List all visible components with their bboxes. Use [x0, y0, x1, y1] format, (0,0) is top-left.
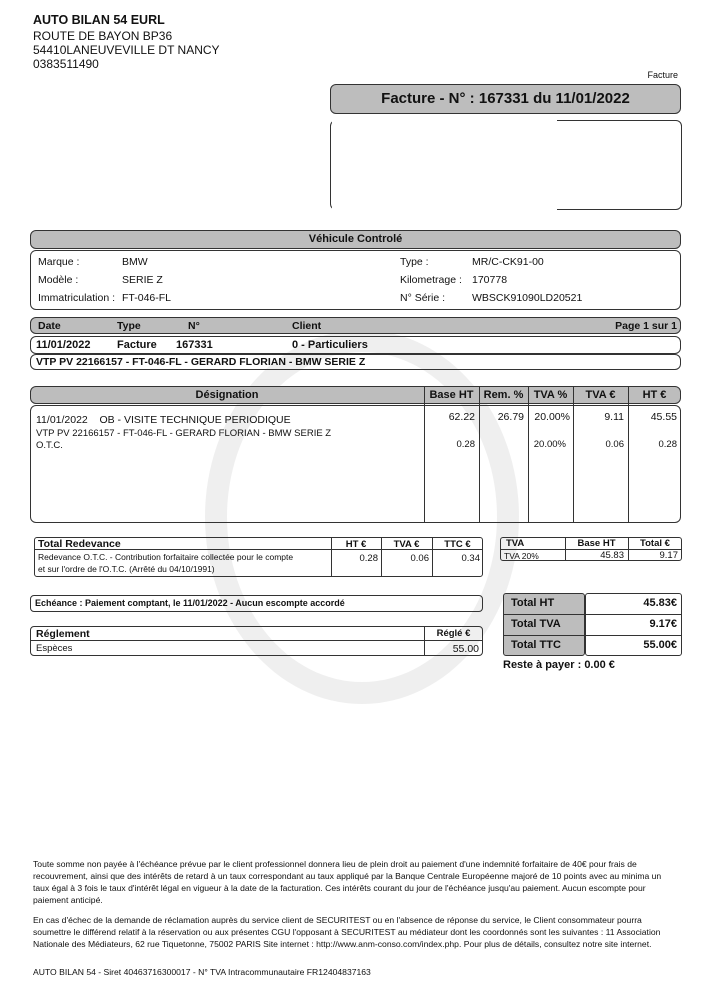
redevance-text-2: et sur l'ordre de l'O.T.C. (Arrêté du 04/10/1991) — [38, 564, 215, 574]
ht-eur-header: HT € — [642, 389, 667, 401]
line-2-tva-eur: 0.06 — [605, 439, 624, 450]
line-1-base-ht: 62.22 — [448, 411, 475, 423]
tva-summary-total-header: Total € — [640, 538, 670, 549]
company-phone: 0383511490 — [33, 57, 99, 71]
redevance-text-1: Redevance O.T.C. - Contribution forfaitaire collectée pour le compte — [38, 552, 294, 562]
designation-header: Désignation — [195, 389, 259, 401]
reglement-mode: Espèces — [36, 643, 73, 654]
line-2-ht-eur: 0.28 — [658, 439, 677, 450]
total-tva-label: Total TVA — [511, 618, 561, 630]
tva-summary-total: 9.17 — [659, 550, 678, 561]
immat-value: FT-046-FL — [122, 292, 172, 304]
marque-label: Marque : — [38, 256, 80, 268]
line-2-base-ht: 0.28 — [456, 439, 475, 450]
redevance-tva-header: TVA € — [393, 539, 420, 550]
redevance-title: Total Redevance — [38, 538, 121, 550]
tva-eur-header: TVA € — [585, 389, 616, 401]
modele-label: Modèle : — [38, 274, 79, 286]
tva-summary-base-header: Base HT — [577, 538, 616, 549]
total-tva-value: 9.17€ — [649, 618, 677, 630]
reglement-table — [30, 626, 483, 656]
echeance-text: Echéance : Paiement comptant, le 11/01/2022 - Aucun escompte accordé — [35, 598, 345, 608]
km-label: Kilometrage : — [400, 274, 462, 286]
document-label: Facture — [647, 70, 678, 80]
immat-label: Immatriculation : — [38, 292, 116, 304]
tva-summary-base: 45.83 — [600, 550, 624, 561]
line-1-ht-eur: 45.55 — [650, 411, 677, 423]
number-header: N° — [188, 320, 200, 332]
regle-header: Réglé € — [436, 628, 471, 639]
footer-mediation-terms: En cas d'échec de la demande de réclamation auprès du service client de SECURITEST ou en l'absence de réponse du service, le Client consommateur pourra soumettre le différend relatif à la réservation ou aux présentes CGU l'opposant à SECURITEST au médiateur dont les coordonnés sont les suivantes : 11 Association Nationale des Médiateurs, 62 rue Tiquetonne, 75002 PARIS Site internet : http://www.anm-conso.com/index.php. Pour plus de détails, consultez notre site internet. — [33, 915, 661, 949]
total-ht-value: 45.83€ — [643, 597, 677, 609]
type-value: MR/C-CK91-00 — [472, 256, 544, 268]
company-address-1: ROUTE DE BAYON BP36 — [33, 29, 173, 43]
tva-pct-header: TVA % — [533, 389, 568, 401]
line-1-remise: 26.79 — [497, 411, 524, 423]
serie-value: WBSCK91090LD20521 — [472, 292, 583, 304]
vehicle-section-title: Véhicule Controlé — [308, 233, 403, 245]
line-2-tva-pct: 20.00% — [533, 439, 566, 450]
invoice-type: Facture — [117, 339, 157, 351]
redevance-tva: 0.06 — [410, 553, 429, 564]
line-2-designation: O.T.C. — [36, 440, 63, 451]
serie-label: N° Série : — [400, 292, 446, 304]
redevance-ht: 0.28 — [359, 553, 378, 564]
marque-value: BMW — [122, 256, 148, 268]
redevance-ttc: 0.34 — [461, 553, 480, 564]
km-value: 170778 — [472, 274, 508, 286]
line-1-detail: VTP PV 22166157 - FT-046-FL - GERARD FLORIAN - BMW SERIE Z — [36, 428, 332, 439]
invoice-date: 11/01/2022 — [36, 339, 91, 351]
total-ttc-value: 55.00€ — [643, 639, 677, 651]
invoice-reference: VTP PV 22166157 - FT-046-FL - GERARD FLORIAN - BMW SERIE Z — [36, 356, 366, 368]
invoice-client: 0 - Particuliers — [292, 339, 368, 351]
client-header: Client — [292, 320, 322, 332]
footer-legal-mentions: AUTO BILAN 54 - Siret 40463716300017 - N° TVA Intracommunautaire FR12404837163 — [33, 967, 371, 977]
reste-a-payer: Reste à payer : 0.00 € — [503, 659, 615, 671]
type-label: Type : — [400, 256, 429, 268]
tva-summary-rate: TVA 20% — [504, 551, 539, 561]
line-1-tva-pct: 20.00% — [534, 411, 570, 423]
redevance-ht-header: HT € — [345, 539, 367, 550]
modele-value: SERIE Z — [122, 274, 163, 286]
redacted-client-address — [332, 116, 557, 212]
total-ttc-label: Total TTC — [511, 639, 561, 651]
type-header: Type — [117, 320, 141, 332]
date-header: Date — [38, 320, 61, 332]
remise-header: Rem. % — [483, 389, 524, 401]
footer-late-payment-terms: Toute somme non payée à l'échéance prévue par le client professionnel donnera lieu de plein droit au paiement d'une indemnité forfaitaire de 40€ pour frais de recouvrement, ainsi que des intérêts de retard à un taux correspondant au taux appliqué par la Banque Centrale Européenne majoré de 10 points avec au minima un taux égal à 3 fois le taux d'intérêt légal en vigueur à la date de la facturation. Ces intérêts courant du jour de l'échéance jusqu'au paiement. Aucun escompte pour paiement anticipé. — [33, 859, 662, 905]
invoice-title: Facture - N° : 167331 du 11/01/2022 — [381, 90, 630, 107]
line-1-tva-eur: 9.11 — [604, 411, 624, 423]
tva-summary-rate-header: TVA — [506, 538, 525, 549]
line-1-designation: 11/01/2022 OB - VISITE TECHNIQUE PERIODIQUE — [36, 414, 291, 426]
base-ht-header: Base HT — [429, 389, 474, 401]
redevance-ttc-header: TTC € — [444, 539, 471, 550]
reglement-amount: 55.00 — [452, 643, 479, 655]
total-ht-label: Total HT — [511, 597, 555, 609]
company-address-2: 54410LANEUVEVILLE DT NANCY — [33, 43, 220, 57]
reglement-title: Réglement — [36, 628, 90, 640]
company-name: AUTO BILAN 54 EURL — [33, 13, 165, 27]
page-indicator: Page 1 sur 1 — [615, 320, 677, 332]
invoice-number: 167331 — [176, 339, 213, 351]
